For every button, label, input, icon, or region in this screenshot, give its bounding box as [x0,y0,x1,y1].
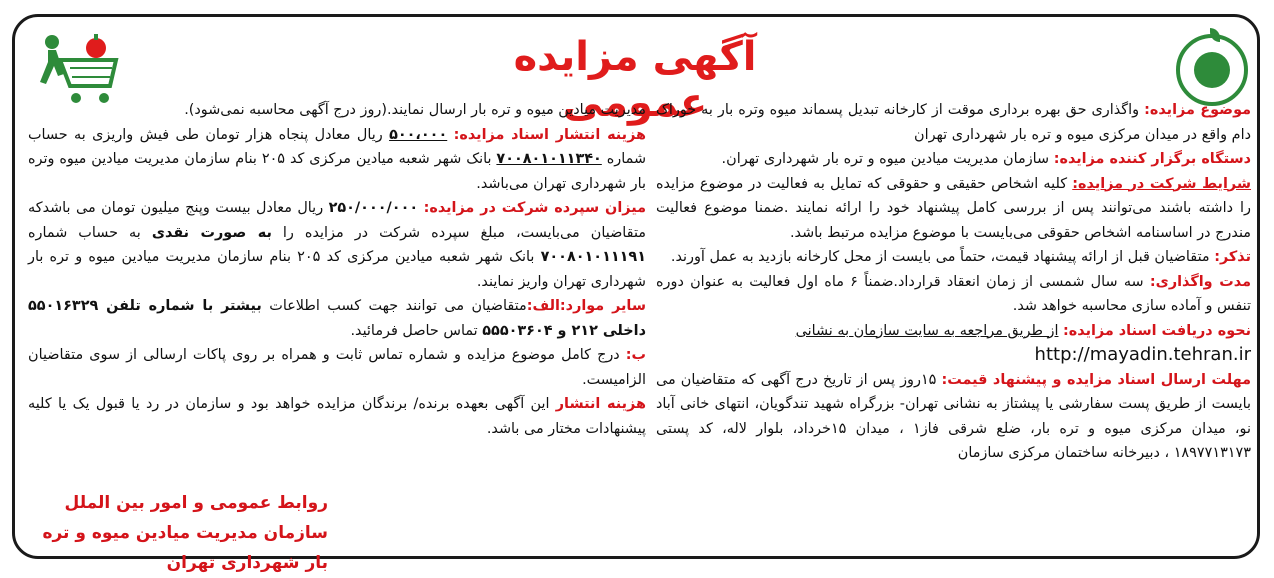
duration-paragraph [656,270,1251,319]
note-label: تذکر: [1214,249,1251,265]
page-title: آگهی مزایده عمومی [513,34,757,126]
other-bold: بیشتر با شماره تلفن ۵۵۰۱۶۳۲۹ داخلی ۲۱۲ و ۵۵۵۰۳۶۰۴ [28,298,646,339]
pub-text: این آگهی بعهده برنده/ برندگان مزایده خواهد بود و سازمان در رد یا قبول یک یا کلیه پیشنهادات مختار می باشد. [28,396,646,437]
organizer-text: سازمان مدیریت میادین میوه و تره بار شهرداری تهران. [721,151,1050,167]
note-paragraph [656,245,1251,270]
duration-text: سه سال شمسی از زمان انعقاد قرارداد.ضمناً ۶ ماه اول فعالیت به عنوان دوره تنفس و آماده سازی محاسبه خواهد شد. [656,273,1251,314]
organizer-paragraph [656,147,1251,172]
continuation-paragraph: مدیریت میادین میوه و تره بار ارسال نمایند.(روز درج آگهی محاسبه نمی‌شود). [184,102,646,118]
deposit-paragraph [28,196,646,294]
conditions-label: شرایط شرکت در مزایده: [1072,175,1252,192]
other-label: سایر موارد:الف: [526,298,646,314]
cost-text: ریال معادل پنجاه هزار تومان طی فیش واریزی به حساب شماره [28,126,647,167]
subject-paragraph [656,98,1251,147]
footer-signature [28,488,328,578]
deposit-text3: بانک شهر شعبه میادین مرکزی کد ۲۰۵ بنام سازمان مدیریت میادین میوه و تره بار شهرداری تهران واریز نمایند. [28,249,646,290]
deposit-text: ریال معادل بیست وپنج میلیون تومان می باشدکه متقاضیان می‌بایست، مبلغ سپرده شرکت در مزایده را [28,200,647,241]
deposit-cash: به صورت نقدی [151,224,272,241]
pub-paragraph [28,392,646,441]
other-text2: تماس حاصل فرمائید. [350,322,478,339]
cost-amount: ۵۰۰،۰۰۰ [389,126,448,143]
other-paragraph [28,294,646,343]
note-text: متقاضیان قبل از ارائه پیشنهاد قیمت، حتماً می بایست از محل کارخانه بازدید به عمل آورند. [670,249,1210,265]
cost-label: هزینه انتشار اسناد مزایده: [453,126,647,143]
deposit-amount: ۲۵۰/۰۰۰/۰۰۰ [328,200,419,216]
b-text: درج کامل موضوع مزایده و شماره تماس ثابت و همراه بر روی پاکات ارسالی از سوی متقاضیان الزامیست. [28,347,646,388]
right-column [656,98,1251,466]
cost-paragraph [28,123,646,197]
municipality-logo-icon [1176,34,1248,106]
receive-paragraph [656,319,1251,368]
receive-text: از طریق مراجعه به سایت سازمان به نشانی [795,322,1059,339]
conditions-text: کلیه اشخاص حقیقی و حقوقی که تمایل به فعالیت در موضوع مزایده را داشته باشند می‌توانند پس از بررسی کامل پیشنهاد خود را ارائه نمایند .ضمنا موضوع فعالیت مندرج در اساسنامه اشخاص حقوقی می‌بایست با موضوع مزایده مرتبط باشد. [656,175,1251,241]
pub-label: هزینه انتشار [555,396,646,412]
b-label: ب: [625,347,646,363]
footer-line2: سازمان مدیریت میادین میوه و تره بار شهرداری تهران [42,523,328,573]
website-link[interactable]: http://mayadin.tehran.ir [1034,344,1251,365]
organizer-label: دستگاه برگزار کننده مزایده: [1053,151,1251,167]
cost-text2: بانک شهر شعبه میادین مرکزی کد ۲۰۵ بنام سازمان مدیریت میادین میوه وتره بار شهرداری تهران می‌باشد. [28,151,646,192]
deadline-paragraph [656,368,1251,466]
deposit-text2: به حساب شماره [28,224,141,241]
footer-line1: روابط عمومی و امور بین الملل [64,493,328,513]
left-column [28,98,646,441]
other-text: متقاضیان می توانند جهت کسب اطلاعات [269,298,527,314]
conditions-paragraph [656,172,1251,246]
cost-account: ۷۰۰۸۰۱۰۱۱۳۴۰ [496,151,602,167]
duration-label: مدت واگذاری: [1149,273,1251,290]
deadline-text: ۱۵روز پس از تاریخ درج آگهی که متقاضیان می بایست از طریق پست سفارشی یا پیشتاز به نشانی تهران- بزرگراه شهید تندگویان، انتهای خانی آباد نو، میدان مرکزی میوه و تره بار، ضلع شرقی فاز۱ ، میدان ۱۵خرداد، بلوار لاله، کد پستی ۱۸۹۷۷۱۳۱۷۳ ، دبیرخانه ساختمان مرکزی سازمان [656,371,1251,461]
deposit-label: میزان سپرده شرکت در مزایده: [423,200,646,216]
deadline-label: مهلت ارسال اسناد مزایده و پیشنهاد قیمت: [941,371,1252,388]
receive-label: نحوه دریافت اسناد مزایده: [1063,322,1251,339]
deposit-account: ۷۰۰۸۰۱۰۱۱۱۹۱ [540,249,646,265]
subject-text: واگذاری حق بهره برداری موقت از کارخانه تبدیل پسماند میوه وتره بار به خوراک دام واقع در میدان مرکزی میوه و تره بار شهرداری تهران [656,102,1251,143]
b-paragraph [28,343,646,392]
subject-label: موضوع مزایده: [1144,102,1252,118]
